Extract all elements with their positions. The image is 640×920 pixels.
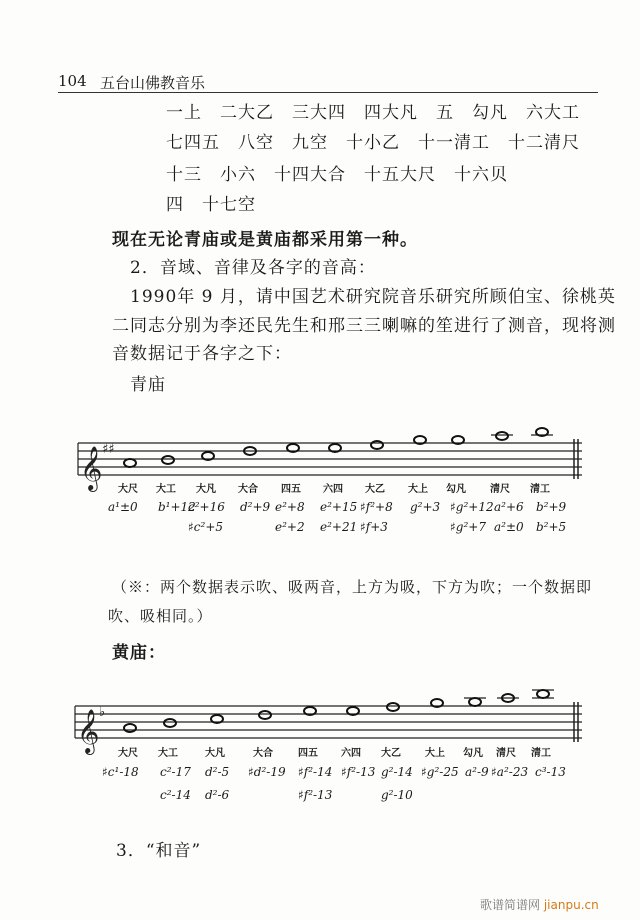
note-label: 清工 xyxy=(530,484,550,495)
whole-note xyxy=(124,459,136,467)
pitch-value: ♯f²-13 xyxy=(341,765,376,779)
pitch-value: g²+3 xyxy=(410,500,441,514)
note-label: 大乙 xyxy=(365,484,385,495)
note-label: 六四 xyxy=(323,484,343,495)
list-line: 十三 小六 十四大合 十五大尺 十六贝 xyxy=(166,165,508,185)
note-label: 大工 xyxy=(158,748,178,759)
whole-note xyxy=(496,432,508,440)
pitch-value: e²+8 xyxy=(275,500,305,514)
watermark-cn: 歌谱简谱网 xyxy=(480,898,541,912)
note-label: 大尺 xyxy=(118,484,138,495)
list-line: 七四五 八空 九空 十小乙 十一清工 十二清尺 xyxy=(166,133,580,153)
paragraph-line: 音数据记于各字之下： xyxy=(112,344,292,364)
pitch-value-lower: d²-6 xyxy=(205,788,230,802)
pitch-value-lower: e²+21 xyxy=(320,520,358,534)
pitch-value-lower: ♯f+3 xyxy=(360,520,388,534)
pitch-value: d²+9 xyxy=(240,500,271,514)
section-heading: 3．“和音” xyxy=(116,841,202,861)
pitch-value-lower: ♯f²-13 xyxy=(298,788,333,802)
pitch-value: d²-5 xyxy=(205,765,230,779)
note-label: 大乙 xyxy=(381,748,401,759)
pitch-value: c²-17 xyxy=(160,765,191,779)
whole-note xyxy=(537,690,549,698)
note-label: 清尺 xyxy=(496,748,516,759)
whole-note xyxy=(162,456,174,464)
pitch-value-lower: ♯c²+5 xyxy=(188,520,224,534)
page-number: 104 xyxy=(58,72,87,90)
pitch-value: ♯g²+12 xyxy=(450,500,494,514)
pitch-value-lower: e²+2 xyxy=(275,520,305,534)
note-label: 勾凡 xyxy=(463,748,483,759)
note-label: 大凡 xyxy=(196,484,216,495)
footnote-line: 吹、吸相同。） xyxy=(108,607,213,625)
paragraph-line: 二同志分别为李还民先生和邢三三喇嘛的笙进行了测音，现将测 xyxy=(112,316,616,336)
pitch-value-lower: a²±0 xyxy=(494,520,524,534)
treble-clef-icon: 𝄞 xyxy=(80,446,103,490)
watermark xyxy=(480,896,599,913)
note-label: 大合 xyxy=(238,484,258,495)
treble-clef-icon: 𝄞 xyxy=(77,709,100,753)
note-label: 清尺 xyxy=(490,484,510,495)
section-heading: 2．音域、音律及各字的音高： xyxy=(130,258,376,278)
pitch-value: e²+15 xyxy=(320,500,358,514)
list-line: 四 十七空 xyxy=(166,195,256,215)
note-label: 六四 xyxy=(341,748,361,759)
pitch-value: ♯d²-19 xyxy=(248,765,286,779)
pitch-value: ♯f²-14 xyxy=(298,765,333,779)
pitch-value: ♯g²-25 xyxy=(421,765,459,779)
watermark-en: jianpu.cn xyxy=(543,898,599,912)
pitch-value: ♯c¹-18 xyxy=(102,765,139,779)
pitch-value: g²-14 xyxy=(381,765,413,779)
note-label: 清工 xyxy=(531,748,551,759)
pitch-value-lower: g²-10 xyxy=(381,788,413,802)
paragraph: 现在无论青庙或是黄庙都采用第一种。 xyxy=(112,230,418,250)
pitch-value: b²+9 xyxy=(536,500,567,514)
note-label: 四五 xyxy=(298,748,318,759)
whole-note xyxy=(469,698,481,706)
whole-note xyxy=(259,711,271,719)
note-label: 大上 xyxy=(408,484,428,495)
subheading-huang-miao: 黄庙： xyxy=(112,643,166,663)
note-label: 大尺 xyxy=(118,748,138,759)
paragraph-line: 1990年 9 月，请中国艺术研究院音乐研究所顾伯宝、徐桃英 xyxy=(130,287,616,307)
subheading-qing-miao: 青庙 xyxy=(130,375,166,395)
pitch-value-lower: c²-14 xyxy=(160,788,191,802)
whole-note xyxy=(124,724,136,732)
pitch-value: ♯a²-23 xyxy=(491,765,529,779)
pitch-value: c³-13 xyxy=(535,765,566,779)
pitch-value: ♯f²+8 xyxy=(360,500,393,514)
pitch-value-lower: ♯g²+7 xyxy=(450,520,486,534)
list-line: 一上 二大乙 三大四 四大凡 五 勾凡 六大工 xyxy=(166,103,580,123)
note-label: 大凡 xyxy=(205,748,225,759)
footnote-line: （※：两个数据表示吹、吸两音，上方为吸，下方为吹；一个数据即 xyxy=(112,578,593,596)
key-signature: ♯♯ xyxy=(102,442,115,457)
running-title: 五台山佛教音乐 xyxy=(100,74,206,92)
pitch-value: b¹+12 xyxy=(158,500,196,514)
key-signature: ♭ xyxy=(99,705,106,720)
whole-note xyxy=(371,441,383,449)
note-label: 大工 xyxy=(156,484,176,495)
pitch-value: a¹±0 xyxy=(108,500,138,514)
note-label: 大上 xyxy=(425,748,445,759)
pitch-value-lower: b²+5 xyxy=(536,520,567,534)
note-label: 大合 xyxy=(253,748,273,759)
pitch-value: c²+16 xyxy=(188,500,225,514)
pitch-value: a²-9 xyxy=(465,765,489,779)
whole-note xyxy=(164,719,176,727)
pitch-value: a²+6 xyxy=(494,500,524,514)
note-label: 勾凡 xyxy=(446,484,466,495)
note-label: 四五 xyxy=(281,484,301,495)
whole-note xyxy=(387,703,399,711)
